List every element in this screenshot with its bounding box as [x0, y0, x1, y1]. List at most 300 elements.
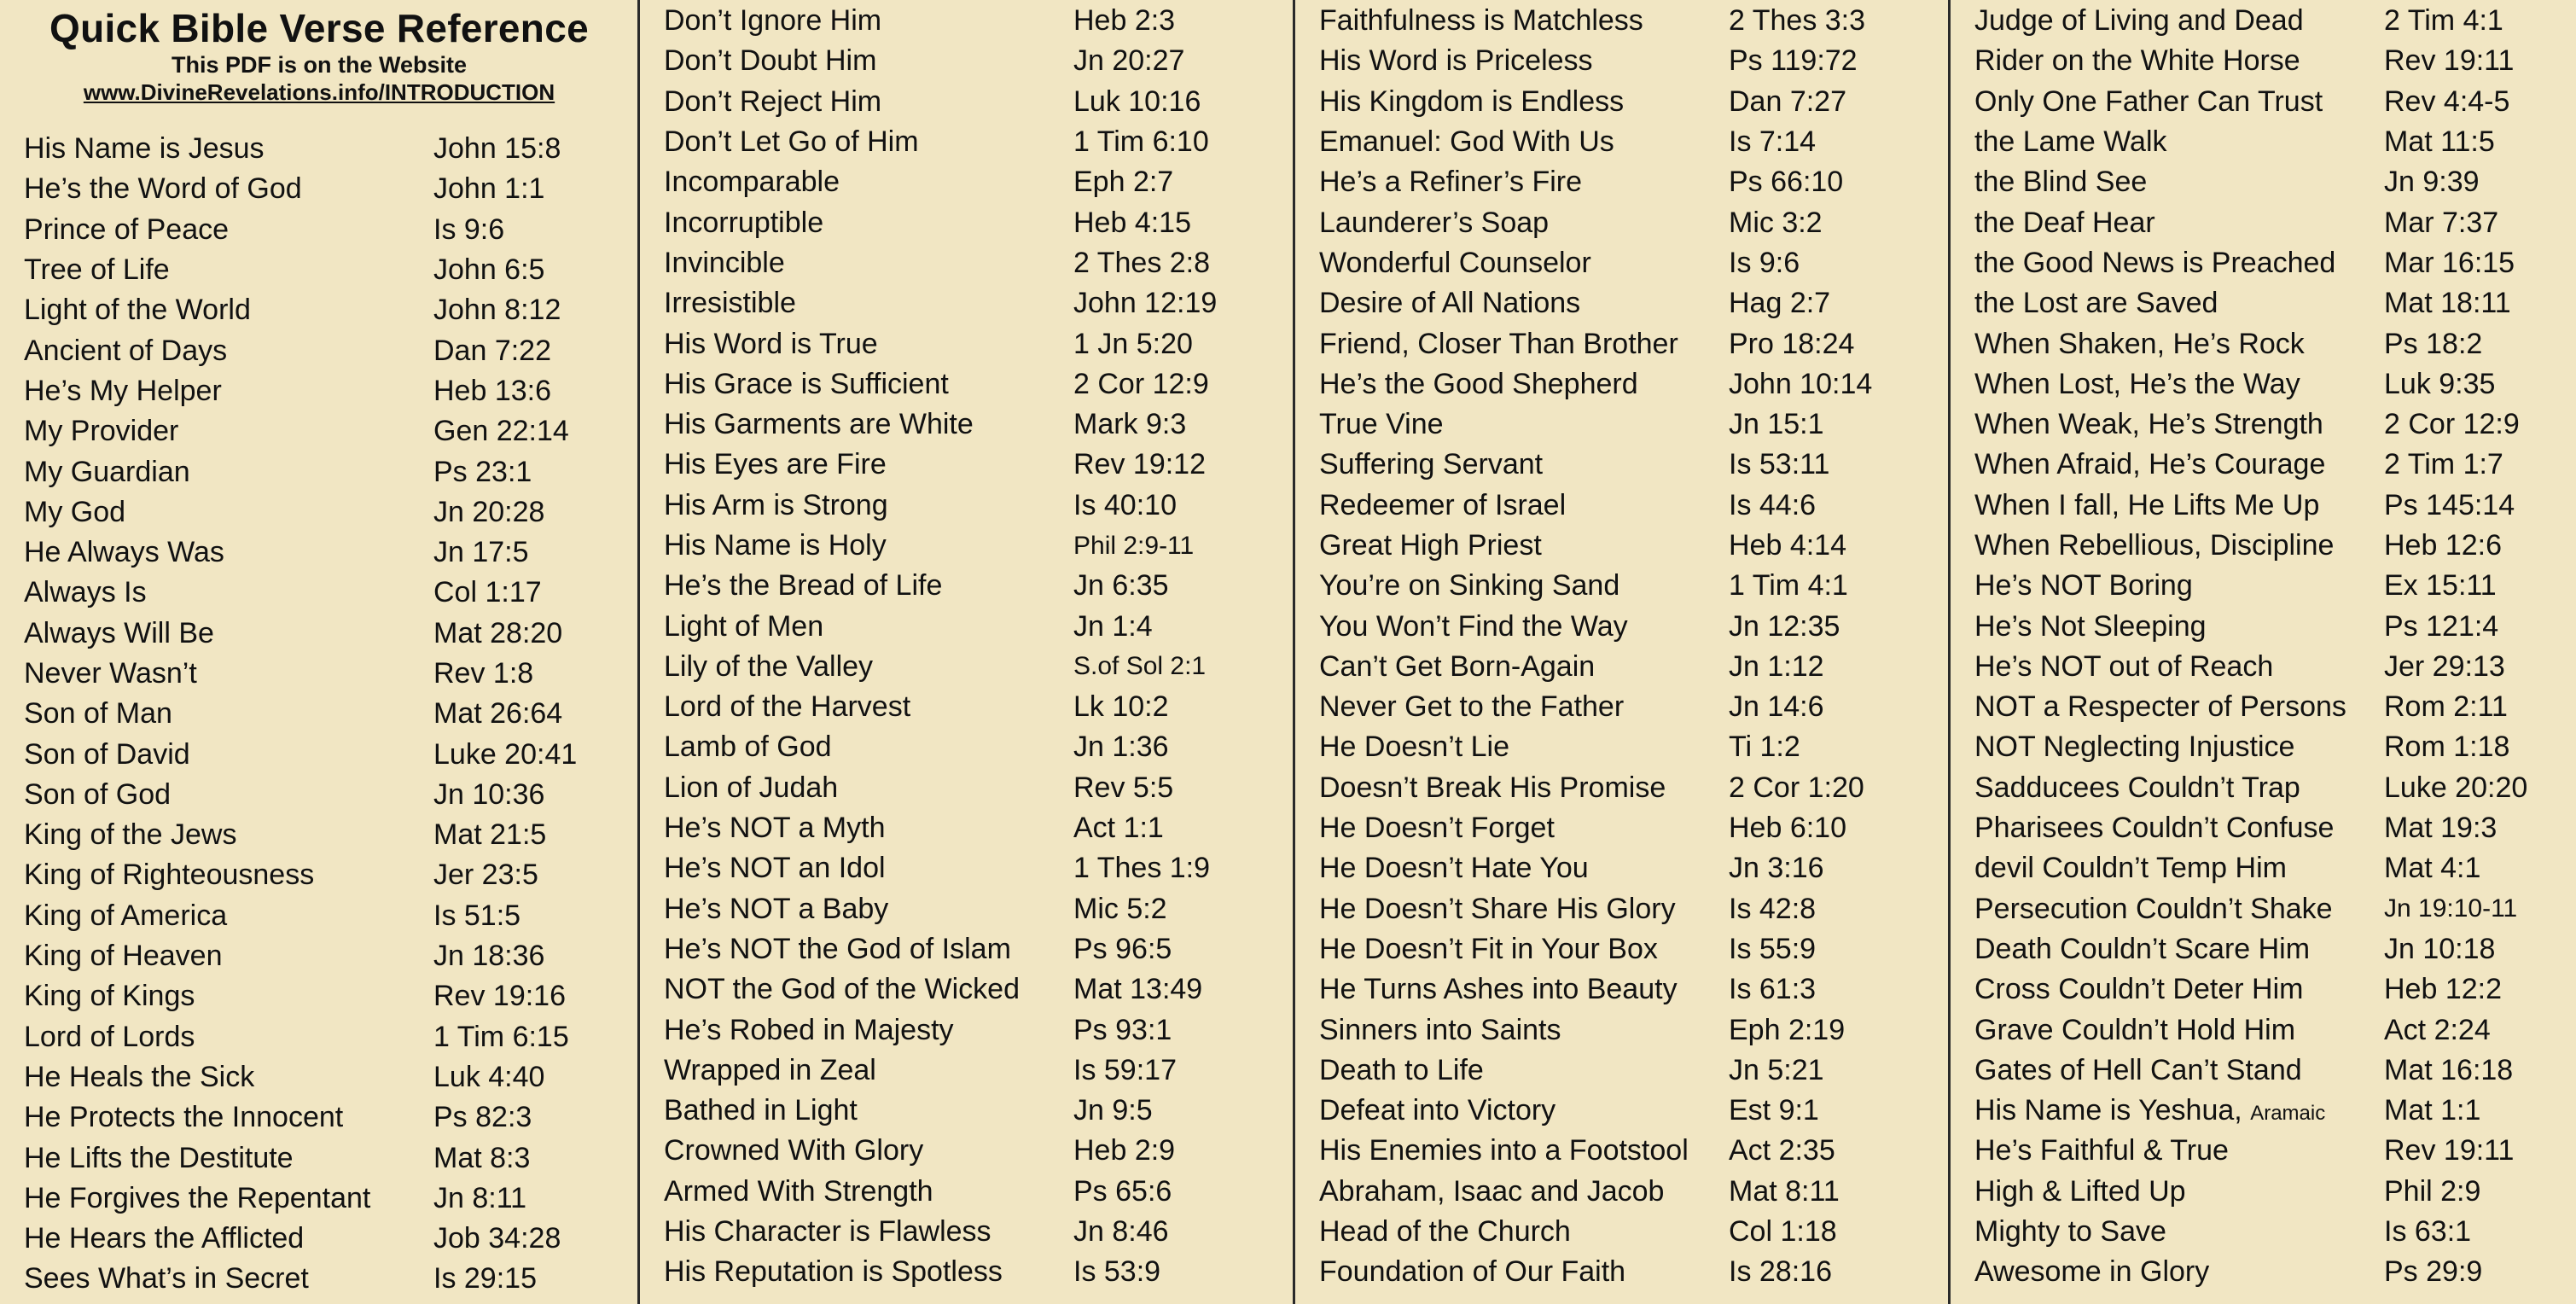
verse-row — [24, 451, 638, 492]
title-text: Mighty to Save — [1974, 1215, 2166, 1249]
verse-row — [1319, 405, 1949, 445]
verse-row — [1319, 1010, 1949, 1050]
verse-row — [24, 815, 638, 855]
title-text: When Weak, He’s Strength — [1974, 408, 2323, 441]
verse-reference: Jn 9:5 — [1073, 1094, 1153, 1127]
verse-row — [664, 808, 1294, 848]
verse-row — [1974, 1212, 2576, 1252]
verse-row — [24, 775, 638, 815]
title-text: Son of Man — [24, 697, 172, 731]
verse-row — [664, 41, 1294, 81]
title-text: He Doesn’t Forget — [1319, 812, 1555, 845]
title-text: Pharisees Couldn’t Confuse — [1974, 812, 2335, 845]
title-text: Launderer’s Soap — [1319, 206, 1550, 239]
title-text: He’s the Good Shepherd — [1319, 367, 1638, 400]
title-text: He Doesn’t Fit in Your Box — [1319, 932, 1658, 965]
title-text: When Afraid, He’s Courage — [1974, 448, 2326, 481]
title-text: Light of the World — [24, 294, 251, 327]
title-text: Suffering Servant — [1319, 448, 1544, 481]
verse-reference: Jn 8:11 — [433, 1181, 527, 1214]
title-text: He’s the Bread of Life — [664, 569, 943, 603]
verse-reference: Ps 65:6 — [1073, 1174, 1172, 1208]
verse-reference: Jn 18:36 — [433, 940, 545, 973]
title-text: Defeat into Victory — [1319, 1094, 1556, 1127]
verse-reference: Jn 1:4 — [1073, 609, 1153, 643]
verse-reference: Rev 19:16 — [433, 980, 566, 1013]
verse-reference: Is 53:11 — [1729, 448, 1830, 481]
verse-row — [24, 573, 638, 613]
verse-row — [664, 526, 1294, 566]
verse-reference: Heb 2:3 — [1073, 4, 1176, 38]
verse-reference: Jn 9:39 — [2384, 166, 2480, 199]
verse-row — [1974, 889, 2576, 929]
verse-row — [1319, 364, 1949, 405]
title-text: His Garments are White — [664, 408, 974, 441]
title-text: He’s a Refiner’s Fire — [1319, 166, 1583, 199]
verse-row — [664, 1091, 1294, 1131]
verse-row — [24, 896, 638, 936]
title-text: His Eyes are Fire — [664, 448, 887, 481]
verse-row — [1974, 243, 2576, 283]
verse-reference: Ps 18:2 — [2384, 327, 2483, 360]
verse-row — [1319, 566, 1949, 606]
title-text: Son of David — [24, 737, 190, 771]
title-text: the Blind See — [1974, 166, 2148, 199]
title-text: Incomparable — [664, 166, 840, 199]
verse-row — [1319, 323, 1949, 364]
verse-row — [1319, 1172, 1949, 1212]
verse-reference: Is 63:1 — [2384, 1215, 2472, 1249]
verse-reference: Heb 2:9 — [1073, 1134, 1176, 1167]
verse-row — [664, 1010, 1294, 1050]
title-text: Don’t Ignore Him — [664, 4, 882, 38]
title-text: Judge of Living and Dead — [1974, 4, 2304, 38]
title-text: He Forgives the Repentant — [24, 1181, 371, 1214]
title-text: Rider on the White Horse — [1974, 44, 2300, 78]
title-text: His Word is Priceless — [1319, 44, 1593, 78]
verse-reference: Jer 29:13 — [2384, 649, 2505, 683]
title-text: He’s Not Sleeping — [1974, 609, 2207, 643]
title-text: He’s My Helper — [24, 374, 222, 407]
verse-row — [1319, 727, 1949, 767]
subtitle: This PDF is on the Website — [171, 52, 468, 78]
verse-reference: Col 1:18 — [1729, 1215, 1837, 1249]
verse-reference: Jn 10:18 — [2384, 932, 2496, 965]
verse-row — [1319, 1252, 1949, 1292]
verse-reference: 1 Thes 1:9 — [1073, 852, 1211, 885]
verse-row — [664, 889, 1294, 929]
verse-reference: Luke 20:20 — [2384, 771, 2528, 804]
verse-reference: John 12:19 — [1073, 287, 1218, 320]
title-text: Wonderful Counselor — [1319, 246, 1591, 279]
verse-reference: 1 Tim 6:10 — [1073, 125, 1209, 159]
verse-row — [24, 411, 638, 451]
title-wrap — [1974, 1094, 2384, 1127]
title-text: His Arm is Strong — [664, 488, 888, 521]
title-text: Redeemer of Israel — [1319, 488, 1567, 521]
verse-row — [1974, 445, 2576, 485]
verse-row — [1974, 1010, 2576, 1050]
verse-reference: Jn 20:27 — [1073, 44, 1185, 78]
verse-reference: John 10:14 — [1729, 367, 1873, 400]
verse-row — [1974, 364, 2576, 405]
verse-reference: Jn 15:1 — [1729, 408, 1824, 441]
verse-row — [24, 855, 638, 895]
title-text: His Word is True — [664, 327, 878, 360]
verse-reference: Heb 4:14 — [1729, 529, 1846, 562]
title-note: Aramaic — [2250, 1102, 2326, 1126]
verse-reference: Mat 8:3 — [433, 1141, 531, 1174]
title-text: He Hears the Afflicted — [24, 1222, 305, 1255]
verse-reference: Hag 2:7 — [1729, 287, 1831, 320]
verse-row — [24, 1219, 638, 1259]
title-text: the Good News is Preached — [1974, 246, 2336, 279]
title-text: Don’t Reject Him — [664, 84, 882, 118]
verse-row — [24, 371, 638, 411]
title-text: King of the Jews — [24, 818, 237, 852]
verse-row — [1974, 283, 2576, 323]
title-text: Can’t Get Born-Again — [1319, 649, 1596, 683]
verse-row — [1319, 526, 1949, 566]
verse-row — [1319, 1212, 1949, 1252]
title-text: King of Heaven — [24, 940, 223, 973]
title-text: King of America — [24, 899, 228, 932]
verse-row — [664, 364, 1294, 405]
title-text: Light of Men — [664, 609, 824, 643]
verse-reference: Ti 1:2 — [1729, 731, 1800, 764]
verse-reference: Is 44:6 — [1729, 488, 1817, 521]
title-text: Tree of Life — [24, 253, 170, 287]
verse-reference: Jn 1:36 — [1073, 731, 1169, 764]
title-text: Foundation of Our Faith — [1319, 1255, 1626, 1289]
verse-reference: Act 2:35 — [1729, 1134, 1835, 1167]
verse-row — [664, 405, 1294, 445]
title-text: He Doesn’t Lie — [1319, 731, 1510, 764]
title-text: Faithfulness is Matchless — [1319, 4, 1643, 38]
title-text: His Reputation is Spotless — [664, 1255, 1003, 1289]
title-text: He Doesn’t Hate You — [1319, 852, 1589, 885]
verse-reference: Eph 2:7 — [1073, 166, 1174, 199]
verse-reference: Jn 5:21 — [1729, 1053, 1824, 1086]
title-text: He’s Robed in Majesty — [664, 1013, 954, 1046]
title-text: He Turns Ashes into Beauty — [1319, 973, 1678, 1006]
verse-row — [1319, 243, 1949, 283]
verse-reference: Mat 16:18 — [2384, 1053, 2514, 1086]
verse-reference: Rev 19:11 — [2384, 44, 2515, 78]
verse-row — [664, 323, 1294, 364]
verse-reference: Is 7:14 — [1729, 125, 1817, 159]
verse-reference: Rev 4:4-5 — [2384, 84, 2510, 118]
verse-reference: Col 1:17 — [433, 576, 542, 609]
title-text: devil Couldn’t Temp Him — [1974, 852, 2287, 885]
verse-reference: Is 9:6 — [1729, 246, 1800, 279]
verse-reference: 1 Jn 5:20 — [1073, 327, 1193, 360]
header — [0, 0, 638, 108]
title-text: He’s NOT a Baby — [664, 892, 889, 925]
title-text: Death to Life — [1319, 1053, 1484, 1086]
verse-row — [1319, 687, 1949, 727]
verse-reference: Mat 4:1 — [2384, 852, 2481, 885]
verse-row — [664, 848, 1294, 888]
verse-reference: Phil 2:9 — [2384, 1174, 2481, 1208]
title-text: Armed With Strength — [664, 1174, 933, 1208]
title-text: Head of the Church — [1319, 1215, 1571, 1249]
verse-row — [1319, 283, 1949, 323]
title-text: Don’t Let Go of Him — [664, 125, 919, 159]
verse-reference: John 1:1 — [433, 172, 545, 206]
verse-row — [1319, 1, 1949, 41]
title-text: NOT Neglecting Injustice — [1974, 731, 2295, 764]
title-text: My Guardian — [24, 455, 190, 488]
verse-reference: Rev 1:8 — [433, 657, 534, 690]
title-text: When Rebellious, Discipline — [1974, 529, 2335, 562]
verse-row — [24, 330, 638, 370]
verse-row — [1319, 445, 1949, 485]
verse-row — [1974, 727, 2576, 767]
title-text: He Heals the Sick — [24, 1060, 255, 1093]
title-text: Don’t Doubt Him — [664, 44, 877, 78]
title-text: Sadducees Couldn’t Trap — [1974, 771, 2300, 804]
title-text: Invincible — [664, 246, 785, 279]
verse-row — [24, 210, 638, 250]
verse-reference: Is 29:15 — [433, 1262, 537, 1295]
verse-row — [1319, 1051, 1949, 1091]
verse-row — [24, 1259, 638, 1299]
verse-reference: Rev 19:11 — [2384, 1134, 2515, 1167]
verse-reference: Mark 9:3 — [1073, 408, 1187, 441]
verse-reference: Rom 2:11 — [2384, 690, 2508, 724]
verse-reference: Heb 12:2 — [2384, 973, 2502, 1006]
verse-reference: Is 28:16 — [1729, 1255, 1832, 1289]
column-3 — [1295, 0, 1949, 1304]
verse-row — [1319, 647, 1949, 687]
title-text: Crowned With Glory — [664, 1134, 924, 1167]
verse-reference: Job 34:28 — [433, 1222, 561, 1255]
title-text: His Name is Jesus — [24, 132, 265, 166]
website-link[interactable]: www.DivineRevelations.info/INTRODUCTION — [83, 79, 555, 105]
title-text: He’s NOT a Myth — [664, 812, 886, 845]
verse-reference: Mic 5:2 — [1073, 892, 1167, 925]
verse-reference: Is 9:6 — [433, 212, 505, 246]
title-text: Sees What’s in Secret — [24, 1262, 309, 1295]
title-text: He’s NOT the God of Islam — [664, 932, 1011, 965]
verse-reference: Is 61:3 — [1729, 973, 1817, 1006]
verse-reference: Mat 13:49 — [1073, 973, 1203, 1006]
title-text: Irresistible — [664, 287, 796, 320]
title-text: Wrapped in Zeal — [664, 1053, 876, 1086]
title-text: NOT a Respecter of Persons — [1974, 690, 2346, 724]
verse-reference: Mat 8:11 — [1729, 1174, 1840, 1208]
title-text: He Lifts the Destitute — [24, 1141, 294, 1174]
verse-reference: Is 53:9 — [1073, 1255, 1161, 1289]
verse-row — [1974, 1252, 2576, 1292]
verse-reference: Jn 6:35 — [1073, 569, 1169, 603]
verse-reference: Jn 17:5 — [433, 536, 529, 569]
verse-row — [1974, 647, 2576, 687]
verse-row — [1974, 606, 2576, 646]
column-2 — [640, 0, 1294, 1304]
verse-row — [1974, 323, 2576, 364]
verse-reference: John 15:8 — [433, 132, 561, 166]
verse-row — [1319, 969, 1949, 1010]
verse-reference: Mat 11:5 — [2384, 125, 2495, 159]
verse-row — [1974, 808, 2576, 848]
verse-row — [664, 82, 1294, 122]
verse-reference: Is 55:9 — [1729, 932, 1817, 965]
verse-row — [1974, 122, 2576, 162]
verse-reference: Ps 121:4 — [2384, 609, 2499, 643]
verse-list-4 — [1974, 1, 2576, 1293]
verse-row — [1319, 202, 1949, 242]
title-text: He Always Was — [24, 536, 224, 569]
verse-row — [24, 250, 638, 290]
verse-row — [1319, 1091, 1949, 1131]
verse-reference: Pro 18:24 — [1729, 327, 1855, 360]
title-text: King of Kings — [24, 980, 195, 1013]
verse-row — [664, 727, 1294, 767]
verse-row — [24, 614, 638, 654]
title-text: When Shaken, He’s Rock — [1974, 327, 2305, 360]
verse-reference: Jn 10:36 — [433, 777, 545, 811]
verse-reference: Heb 13:6 — [433, 374, 551, 407]
verse-reference: Jn 14:6 — [1729, 690, 1824, 724]
verse-reference: Est 9:1 — [1729, 1094, 1819, 1127]
verse-reference: Jn 3:16 — [1729, 852, 1824, 885]
verse-reference: John 8:12 — [433, 294, 561, 327]
verse-list-1 — [24, 129, 638, 1300]
verse-reference: Rev 5:5 — [1073, 771, 1174, 804]
title-text: Death Couldn’t Scare Him — [1974, 932, 2311, 965]
page-title: Quick Bible Verse Reference — [49, 6, 589, 50]
title-text: His Grace is Sufficient — [664, 367, 949, 400]
verse-row — [664, 606, 1294, 646]
verse-row — [1974, 1172, 2576, 1212]
verse-reference: Luk 9:35 — [2384, 367, 2496, 400]
title-text: High & Lifted Up — [1974, 1174, 2186, 1208]
verse-reference: Mat 21:5 — [433, 818, 547, 852]
verse-row — [24, 654, 638, 694]
verse-reference: Jn 20:28 — [433, 495, 545, 528]
verse-reference: Dan 7:27 — [1729, 84, 1846, 118]
verse-row — [1319, 162, 1949, 202]
title-text: He’s NOT out of Reach — [1974, 649, 2274, 683]
verse-reference: Jn 12:35 — [1729, 609, 1840, 643]
verse-row — [24, 976, 638, 1016]
verse-row — [24, 492, 638, 533]
title-text: His Name is Holy — [664, 529, 887, 562]
title-text: Lion of Judah — [664, 771, 839, 804]
title-text: Abraham, Isaac and Jacob — [1319, 1174, 1665, 1208]
verse-reference: Luk 10:16 — [1073, 84, 1201, 118]
title-text: He’s Faithful & True — [1974, 1134, 2229, 1167]
title-text: Doesn’t Break His Promise — [1319, 771, 1666, 804]
verse-reference: Jer 23:5 — [433, 859, 538, 892]
title-text: Cross Couldn’t Deter Him — [1974, 973, 2304, 1006]
column-4 — [1951, 0, 2576, 1304]
verse-row — [1974, 768, 2576, 808]
verse-row — [1319, 486, 1949, 526]
title-text: Lamb of God — [664, 731, 832, 764]
verse-reference: Eph 2:19 — [1729, 1013, 1846, 1046]
verse-row — [1974, 969, 2576, 1010]
title-text: King of Righteousness — [24, 859, 315, 892]
verse-row — [24, 533, 638, 573]
verse-reference: Mat 19:3 — [2384, 812, 2497, 845]
verse-reference: Ps 96:5 — [1073, 932, 1172, 965]
verse-reference: Is 51:5 — [433, 899, 521, 932]
title-text: He Protects the Innocent — [24, 1101, 344, 1134]
verse-row — [664, 283, 1294, 323]
title-text: Lord of Lords — [24, 1020, 195, 1053]
verse-reference: Jn 19:10-11 — [2384, 894, 2518, 923]
verse-reference: 2 Thes 2:8 — [1073, 246, 1211, 279]
verse-row — [1974, 405, 2576, 445]
verse-reference: Heb 4:15 — [1073, 206, 1191, 239]
column-1 — [0, 0, 638, 1304]
title-text: Lord of the Harvest — [664, 690, 911, 724]
title-text: Awesome in Glory — [1974, 1255, 2210, 1289]
verse-row — [664, 1252, 1294, 1292]
verse-reference: Ps 145:14 — [2384, 488, 2515, 521]
title-text: He’s the Word of God — [24, 172, 302, 206]
verse-reference: Act 2:24 — [2384, 1013, 2491, 1046]
verse-row — [1319, 848, 1949, 888]
title-text: Only One Father Can Trust — [1974, 84, 2323, 118]
verse-reference: Mar 16:15 — [2384, 246, 2515, 279]
title-text: When I fall, He Lifts Me Up — [1974, 488, 2320, 521]
verse-reference: Ps 23:1 — [433, 455, 532, 488]
verse-reference: Rev 19:12 — [1073, 448, 1206, 481]
verse-reference: Ps 93:1 — [1073, 1013, 1172, 1046]
verse-row — [664, 1212, 1294, 1252]
verse-row — [1974, 566, 2576, 606]
verse-row — [24, 290, 638, 330]
verse-reference: Jn 8:46 — [1073, 1215, 1169, 1249]
verse-row — [1319, 768, 1949, 808]
title-text: His Name is Yeshua, — [1974, 1094, 2242, 1127]
verse-row — [664, 202, 1294, 242]
verse-row — [1974, 486, 2576, 526]
verse-row — [1319, 41, 1949, 81]
verse-row — [1974, 526, 2576, 566]
title-text: His Enemies into a Footstool — [1319, 1134, 1689, 1167]
verse-reference: Mic 3:2 — [1729, 206, 1823, 239]
title-text: He’s NOT Boring — [1974, 569, 2193, 603]
verse-row — [1319, 82, 1949, 122]
verse-row — [24, 936, 638, 976]
verse-reference: Jn 1:12 — [1729, 649, 1824, 683]
verse-row — [1974, 687, 2576, 727]
verse-row — [24, 1179, 638, 1219]
title-text: His Character is Flawless — [664, 1215, 991, 1249]
title-text: Always Is — [24, 576, 147, 609]
title-text: Friend, Closer Than Brother — [1319, 327, 1678, 360]
title-text: Ancient of Days — [24, 334, 228, 367]
verse-row — [24, 694, 638, 734]
verse-row — [664, 647, 1294, 687]
title-text: Great High Priest — [1319, 529, 1542, 562]
title-text: My God — [24, 495, 126, 528]
verse-row — [664, 162, 1294, 202]
title-text: the Lost are Saved — [1974, 287, 2218, 320]
verse-row — [24, 169, 638, 209]
verse-reference: Ps 82:3 — [433, 1101, 532, 1134]
verse-reference: Is 59:17 — [1073, 1053, 1177, 1086]
verse-row — [664, 486, 1294, 526]
verse-list-2 — [664, 1, 1294, 1293]
verse-row — [1974, 82, 2576, 122]
verse-reference: Ps 66:10 — [1729, 166, 1844, 199]
